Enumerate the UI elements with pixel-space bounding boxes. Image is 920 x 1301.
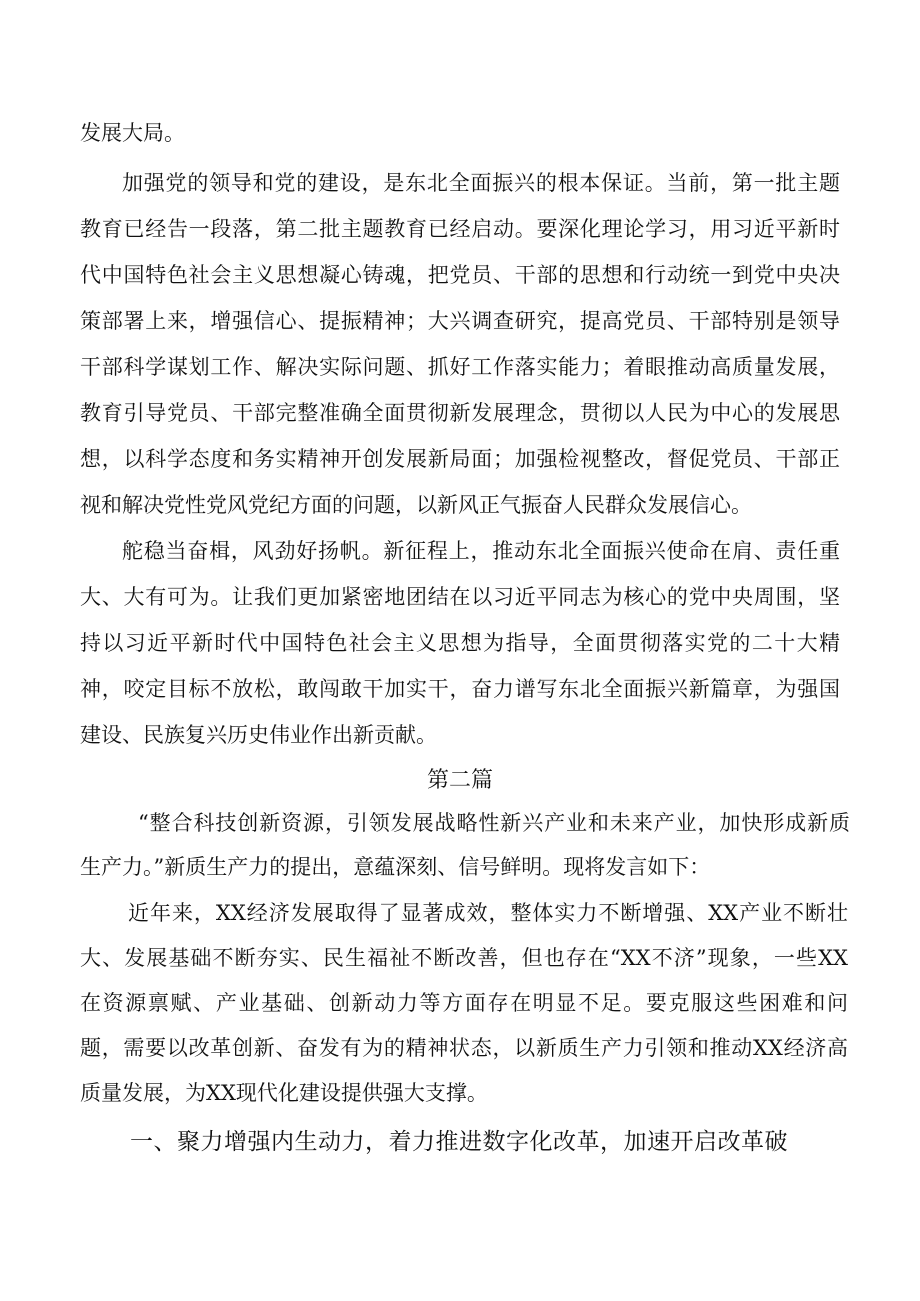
paragraph-line: 持以习近平新时代中国特色社会主义思想为指导，全面贯彻落实党的二十大精 [80,631,840,655]
paragraph-line: 题，需要以改革创新、奋发有为的精神状态，以新质生产力引领和推动XX经济高 [80,1036,848,1060]
paragraph-line: 策部署上来，增强信心、提振精神；大兴调查研究，提高党员、干部特别是领导 [80,309,840,333]
paragraph-line: 代中国特色社会主义思想凝心铸魂，把党员、干部的思想和行动统一到党中央决 [80,263,840,287]
paragraph-line: 大、大有可为。让我们更加紧密地团结在以习近平同志为核心的党中央周围，坚 [80,585,840,609]
paragraph-line: 舵稳当奋楫，风劲好扬帆。新征程上，推动东北全面振兴使命在肩、责任重 [122,539,840,563]
paragraph-line: 质量发展，为XX现代化建设提供强大支撑。 [80,1081,488,1105]
intro-line: 生产力。”新质生产力的提出，意蕴深刻、信号鲜明。现将发言如下： [80,855,711,879]
section-heading: 第二篇 [426,768,493,793]
paragraph-continuation-line: 发展大局。 [80,121,185,145]
paragraph-line: 视和解决党性党风党纪方面的问题，以新风正气振奋人民群众发展信心。 [80,493,752,517]
paragraph-line: 加强党的领导和党的建设，是东北全面振兴的根本保证。当前，第一批主题 [122,171,840,195]
paragraph-line: 教育引导党员、干部完整准确全面贯彻新发展理念，贯彻以人民为中心的发展思 [80,401,840,425]
paragraph-line: 神，咬定目标不放松，敢闯敢干加实干，奋力谱写东北全面振兴新篇章，为强国 [80,677,840,701]
paragraph-line: 建设、民族复兴历史伟业作出新贡献。 [80,723,437,747]
paragraph-line: 干部科学谋划工作、解决实际问题、抓好工作落实能力；着眼推动高质量发展， [80,355,840,379]
subheading: 一、聚力增强内生动力，着力推进数字化改革，加速开启改革破 [130,1129,788,1155]
paragraph-line: 想，以科学态度和务实精神开创发展新局面；加强检视整改，督促党员、干部正 [80,447,840,471]
paragraph-line: 在资源禀赋、产业基础、创新动力等方面存在明显不足。要克服这些困难和问 [80,991,848,1015]
paragraph-line: 近年来，XX经济发展取得了显著成效，整体实力不断增强、XX产业不断壮 [128,901,848,925]
intro-line: “整合科技创新资源，引领发展战略性新兴产业和未来产业，加快形成新质 [138,811,850,835]
paragraph-line: 教育已经告一段落，第二批主题教育已经启动。要深化理论学习，用习近平新时 [80,217,840,241]
paragraph-line: 大、发展基础不断夯实、民生福祉不断改善，但也存在“XX不济”现象，一些XX [80,946,848,970]
